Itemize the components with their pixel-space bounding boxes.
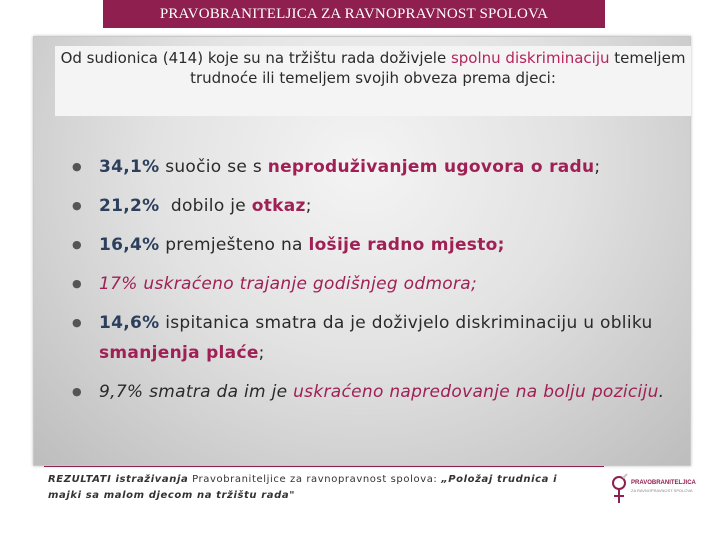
item-emphasis: uskraćeno napredovanje na bolju poziciju [293,382,659,402]
stat-value: 9,7% [99,382,144,402]
page-header-title: PRAVOBRANITELJICA ZA RAVNOPRAVNOST SPOLOVA [103,0,605,28]
list-item [72,269,672,299]
bullet-dot-icon: ● [72,238,82,251]
logo-name: PRAVOBRANITELJICA [631,480,696,486]
gender-symbol-icon [609,472,629,506]
list-item [72,191,672,221]
stat-value: 14,6% [99,313,160,333]
list-item [72,230,672,260]
item-text: dobilo je [159,196,252,216]
stat-value: 16,4% [99,235,160,255]
item-emphasis: lošije radno mjesto; [308,235,505,255]
list-item [72,377,672,407]
logo-subtitle: ZA RAVNOPRAVNOST SPOLOVA [631,488,693,493]
intro-part-1: Od sudionica (414) koje su na tržištu rada doživjele [60,49,451,67]
item-end: ; [305,196,312,216]
stat-value: 21,2% [99,196,160,216]
footer-divider [44,466,604,467]
footer-bold-1: REZULTATI istraživanja [48,474,189,485]
item-end: . [658,382,665,402]
item-emphasis: smanjenja plaće [99,343,259,363]
bullet-dot-icon: ● [72,316,82,329]
bullet-dot-icon: ● [72,385,82,398]
statistics-list [72,152,672,416]
item-text: ispitanica smatra da je doživjelo diskriminaciju u obliku [159,313,653,333]
footer-bold-2: „Položaj trudnica i majki sa malom djecom na tržištu rada" [48,474,558,501]
footer-normal: Pravobraniteljice za ravnopravnost spolova: [188,474,442,485]
item-end: ; [594,157,601,177]
list-item [72,308,672,368]
bullet-dot-icon: ● [72,160,82,173]
item-text: suočio se s [159,157,268,177]
ombudsperson-logo [609,468,709,508]
item-text: uskraćeno trajanje godišnjeg odmora; [137,274,478,294]
item-emphasis: neproduživanjem ugovora o radu [267,157,595,177]
bullet-dot-icon: ● [72,199,82,212]
intro-text [55,46,691,116]
intro-part-2: temeljem trudnoće ili temeljem svojih obveza prema djeci: [190,49,686,87]
item-text: smatra da im je [143,382,294,402]
bullet-dot-icon: ● [72,277,82,290]
intro-highlight: spolnu diskriminaciju [450,49,610,67]
footer-source [48,472,588,504]
list-item [72,152,672,182]
item-emphasis: otkaz [251,196,306,216]
item-end: ; [258,343,265,363]
stat-value: 17% [99,274,138,294]
stat-value: 34,1% [99,157,160,177]
item-text: premješteno na [159,235,309,255]
